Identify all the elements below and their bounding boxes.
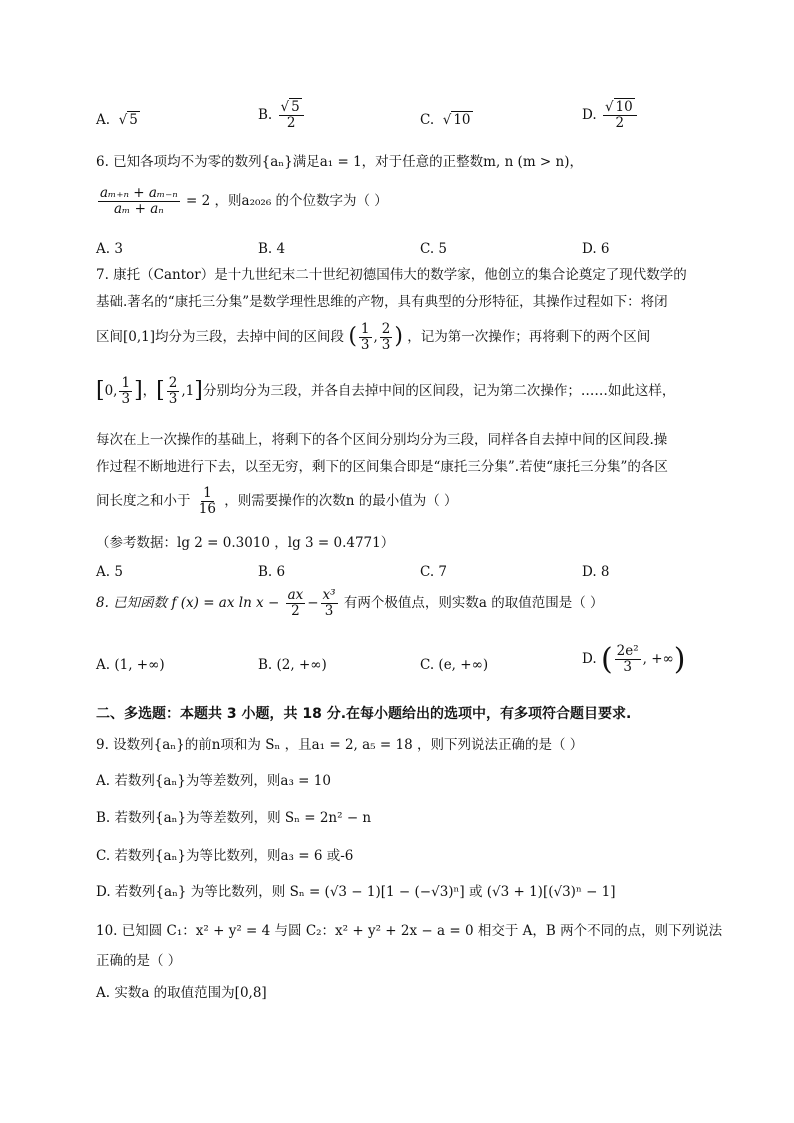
q8-option-a: A. (1, +∞) (96, 657, 165, 673)
q8-option-b: B. (2, +∞) (258, 657, 327, 673)
fraction-denominator: 3 (381, 336, 391, 353)
q7-line3-text: 区间[0,1]均分为三段，去掉中间的区间段 (96, 328, 345, 345)
fraction-numerator: 10 (615, 99, 633, 115)
q7-stem-line1: 7. 康托（Cantor）是十九世纪末二十世纪初德国伟大的数学家，他创立的集合论奠定了现代数学的 (96, 267, 687, 283)
q5-option-b (258, 100, 306, 131)
sqrt-value: 10 (453, 112, 471, 128)
q8-function: 8. 已知函数 f (x) = ax ln x − (96, 594, 280, 611)
q7-stem-line5: 每次在上一次操作的基础上，将剩下的各个区间分别均分为三段，同样各自去掉中间的区间段.操 (96, 432, 668, 448)
q7-line3-tail: ，记为第一次操作；再将剩下的两个区间 (407, 328, 651, 345)
interval-start: 0, (104, 382, 118, 399)
q6-stem-line1: 6. 已知各项均不为零的数列{aₙ}满足a₁ = 1，对于任意的正整数m, n (m > n)， (96, 154, 583, 170)
fraction-denominator: 2 (291, 602, 300, 619)
q5-option-d (582, 100, 639, 131)
option-label: B. (258, 106, 273, 123)
q7-stem-line4: [0, $\frac{1}{3}$ ]，[ $\frac{2}{3}$ ,1]分别均分为三段，并各自去掉中间的区间段，记为第二次操作；……如此这样， (96, 375, 676, 407)
q7-line7-tail: ，则需要操作的次数n 的最小值为（ ） (224, 492, 458, 509)
fraction-numerator: ax (287, 587, 304, 603)
q9-option-d: D. 若数列{aₙ} 为等比数列，则 Sₙ = (√3 − 1)[1 − (−√3)ⁿ] 或 (√3 + 1)[(√3)ⁿ − 1] (96, 884, 616, 900)
fraction-denominator: 3 (360, 336, 370, 353)
q6-option-d: D. 6 (582, 241, 610, 257)
q7-stem-line6: 作过程不断地进行下去，以至无穷，剩下的区间集合即是“康托三分集”.若使“康托三分集”的各区 (96, 459, 668, 475)
q8-option-d: D. ( $\frac{\text{2e²}}{3}$ , +∞) (582, 642, 686, 677)
fraction-numerator: 1 (121, 375, 131, 391)
option-label: A. (96, 112, 111, 128)
q5-option-a: A. √ 5 (96, 112, 138, 128)
fraction-denominator: 2 (286, 114, 296, 131)
fraction (197, 486, 218, 517)
q7-stem-line3: 区间[0,1]均分为三段，去掉中间的区间段 ( $\frac{1}{3}$ , $\frac{2}{3}$ ) ，记为第一次操作；再将剩下的两个区间 (96, 321, 651, 353)
fraction-denominator: 3 (121, 390, 131, 407)
fraction: $\frac{√ 10}{2}$ (603, 100, 637, 131)
fraction-numerator: 2 (168, 375, 178, 391)
fraction (286, 588, 306, 619)
q6-option-a: A. 3 (96, 241, 123, 257)
option-label: D. (582, 106, 597, 123)
interval-end: ,1 (181, 382, 195, 399)
fraction-denominator: 2 (615, 114, 625, 131)
q9-option-a: A. 若数列{aₙ}为等差数列，则a₃ = 10 (96, 773, 331, 789)
fraction-denominator: aₘ + aₙ (114, 200, 164, 217)
q6-option-c: C. 5 (420, 241, 448, 257)
fraction-denominator: 3 (168, 390, 178, 407)
q7-line4-tail: 分别均分为三段，并各自去掉中间的区间段，记为第二次操作；……如此这样， (202, 382, 676, 399)
fraction-numerator: 1 (203, 485, 212, 501)
fraction-numerator: 2 (381, 321, 391, 337)
q7-option-d: D. 8 (582, 564, 610, 580)
q7-option-c: C. 7 (420, 564, 448, 580)
option-label: D. (582, 651, 597, 667)
fraction-numerator: x³ (322, 587, 336, 603)
q9-option-c: C. 若数列{aₙ}为等比数列，则a₃ = 6 或-6 (96, 848, 354, 864)
q10-stem-line1: 10. 已知圆 C₁：x² + y² = 4 与圆 C₂：x² + y² + 2x − a = 0 相交于 A，B 两个不同的点，则下列说法 (96, 923, 723, 939)
fraction-numerator: 5 (291, 99, 300, 115)
fraction (98, 186, 180, 217)
fraction (359, 322, 372, 353)
q5-option-c: C. √ 10 (420, 112, 471, 128)
q9-option-b: B. 若数列{aₙ}为等差数列，则 Sₙ = 2n² − n (96, 810, 372, 826)
fraction-numerator: aₘ₊ₙ + aₘ₋ₙ (100, 185, 178, 201)
fraction-numerator: 2e² (616, 643, 639, 660)
fraction (380, 322, 393, 353)
q7-stem-line7 (96, 486, 458, 517)
fraction (321, 588, 338, 619)
q9-stem: 9. 设数列{aₙ}的前n项和为 Sₙ ，且a₁ = 2, a₅ = 18 ，则下列说法正确的是（ ） (96, 737, 584, 753)
fraction-denominator: 3 (324, 602, 334, 619)
option-label: C. (420, 112, 435, 128)
interval-end: , +∞ (642, 651, 674, 667)
fraction (167, 376, 180, 407)
q8-stem-tail: 有两个极值点，则实数a 的取值范围是（ ） (343, 594, 604, 611)
q8-stem: 8. 已知函数 f (x) = ax ln x − $\frac{ax}{2}$ − $\frac{\text{x³}}{3}$ 有两个极值点，则实数a 的取值范围是（ ） (96, 587, 604, 619)
q7-option-b: B. 6 (258, 564, 286, 580)
q10-stem-line2: 正确的是（ ） (96, 953, 182, 969)
section-heading: 二、多选题：本题共 3 小题，共 18 分.在每小题给出的选项中，有多项符合题目要求. (96, 706, 632, 722)
fraction-denominator: 3 (623, 659, 632, 675)
q7-option-a: A. 5 (96, 564, 123, 580)
q10-option-a: A. 实数a 的取值范围为[0,8] (96, 985, 267, 1001)
q7-stem-line2: 基础.著名的“康托三分集”是数学理性思维的产物，具有典型的分形特征，其操作过程如下：将闭 (96, 294, 668, 310)
q8-option-c: C. (e, +∞) (420, 657, 489, 673)
q6-option-b: B. 4 (258, 241, 286, 257)
fraction (119, 376, 132, 407)
q7-line7-text: 间长度之和小于 (96, 492, 191, 509)
q7-reference-data: （参考数据：lg 2 = 0.3010 ，lg 3 = 0.4771） (96, 535, 395, 551)
q6-stem-tail: = 2 ，则a₂₀₂₆ 的个位数字为（ ） (186, 192, 388, 209)
q6-stem-line2 (96, 186, 388, 217)
sqrt-value: 5 (129, 112, 138, 128)
fraction-numerator: 1 (360, 321, 370, 337)
fraction (615, 644, 641, 675)
fraction: $\frac{√ 5}{2}$ (279, 100, 304, 131)
fraction-denominator: 16 (198, 500, 216, 517)
